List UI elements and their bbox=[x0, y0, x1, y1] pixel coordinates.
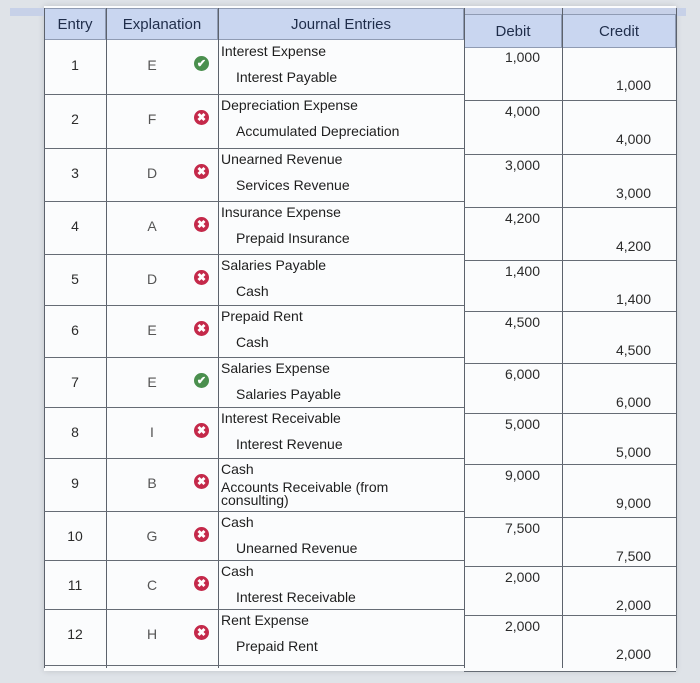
explanation-value: D bbox=[146, 271, 158, 287]
row-divider bbox=[44, 201, 464, 202]
debit-account: Cash bbox=[221, 514, 254, 530]
explanation-value: D bbox=[146, 165, 158, 181]
explanation-value: C bbox=[146, 577, 158, 593]
debit-account: Rent Expense bbox=[221, 612, 309, 628]
debit-account: Depreciation Expense bbox=[221, 97, 358, 113]
entry-number: 6 bbox=[71, 322, 79, 338]
entry-number: 3 bbox=[71, 165, 79, 181]
credit-amount: 2,000 bbox=[615, 646, 651, 662]
entry-number: 12 bbox=[67, 626, 83, 642]
header-explanation: Explanation bbox=[106, 8, 218, 40]
credit-amount: 9,000 bbox=[615, 495, 651, 511]
x-icon: ✖ bbox=[194, 527, 209, 542]
x-icon: ✖ bbox=[194, 110, 209, 125]
row-divider-amount bbox=[464, 100, 676, 101]
check-icon: ✔ bbox=[194, 373, 209, 388]
explanation-value: E bbox=[147, 374, 157, 390]
grid-line-vertical bbox=[218, 8, 219, 668]
debit-account: Insurance Expense bbox=[221, 204, 341, 220]
header-entry: Entry bbox=[44, 8, 106, 40]
header-debit: Debit bbox=[464, 14, 562, 48]
row-divider-amount bbox=[464, 207, 676, 208]
credit-account: Prepaid Rent bbox=[236, 638, 318, 654]
explanation-value: G bbox=[146, 528, 158, 544]
explanation-value: B bbox=[147, 475, 157, 491]
header-credit: Credit bbox=[562, 14, 676, 48]
debit-amount: 5,000 bbox=[504, 416, 540, 432]
credit-amount: 4,500 bbox=[615, 342, 651, 358]
credit-account: Prepaid Insurance bbox=[236, 230, 350, 246]
debit-amount: 3,000 bbox=[504, 157, 540, 173]
row-divider-amount bbox=[464, 615, 676, 616]
row-divider-amount bbox=[464, 413, 676, 414]
debit-account: Salaries Payable bbox=[221, 257, 327, 273]
entry-number: 11 bbox=[67, 577, 83, 593]
row-divider bbox=[44, 148, 464, 149]
row-divider bbox=[44, 458, 464, 459]
x-icon: ✖ bbox=[194, 217, 209, 232]
row-divider bbox=[44, 305, 464, 306]
entry-number: 7 bbox=[71, 374, 79, 390]
debit-amount: 4,000 bbox=[504, 103, 540, 119]
debit-account: Cash bbox=[221, 461, 254, 477]
debit-account: Salaries Expense bbox=[221, 360, 330, 376]
row-divider-amount bbox=[464, 517, 676, 518]
credit-amount: 3,000 bbox=[615, 185, 651, 201]
entry-number: 8 bbox=[71, 424, 79, 440]
debit-amount: 2,000 bbox=[504, 569, 540, 585]
entry-number: 4 bbox=[71, 218, 79, 234]
debit-amount: 2,000 bbox=[504, 618, 540, 634]
debit-amount: 4,500 bbox=[504, 314, 540, 330]
x-icon: ✖ bbox=[194, 164, 209, 179]
entry-number: 2 bbox=[71, 111, 79, 127]
grid-line-vertical bbox=[676, 8, 677, 668]
credit-account: Unearned Revenue bbox=[236, 540, 358, 556]
credit-account: Cash bbox=[236, 334, 269, 350]
credit-account: Interest Receivable bbox=[236, 589, 356, 605]
row-divider bbox=[44, 560, 464, 561]
x-icon: ✖ bbox=[194, 270, 209, 285]
debit-amount: 1,000 bbox=[504, 49, 540, 65]
debit-account: Interest Receivable bbox=[221, 410, 341, 426]
row-divider bbox=[44, 407, 464, 408]
debit-account: Unearned Revenue bbox=[221, 151, 343, 167]
credit-amount: 4,000 bbox=[615, 131, 651, 147]
credit-amount: 1,000 bbox=[615, 77, 651, 93]
x-icon: ✖ bbox=[194, 423, 209, 438]
x-icon: ✖ bbox=[194, 625, 209, 640]
credit-account: Cash bbox=[236, 283, 269, 299]
check-icon: ✔ bbox=[194, 56, 209, 71]
entry-number: 5 bbox=[71, 271, 79, 287]
row-divider bbox=[44, 665, 464, 666]
entry-number: 10 bbox=[67, 528, 83, 544]
debit-amount: 1,400 bbox=[504, 263, 540, 279]
header-journal-entries: Journal Entries bbox=[218, 8, 464, 40]
debit-amount: 9,000 bbox=[504, 467, 540, 483]
explanation-value: F bbox=[147, 111, 157, 127]
grid-line-vertical bbox=[106, 8, 107, 668]
debit-account: Interest Expense bbox=[221, 43, 327, 59]
x-icon: ✖ bbox=[194, 321, 209, 336]
grid-line-vertical bbox=[464, 8, 465, 668]
row-divider bbox=[44, 511, 464, 512]
credit-amount: 5,000 bbox=[615, 444, 651, 460]
debit-amount: 4,200 bbox=[504, 210, 540, 226]
credit-account: Accounts Receivable (from consulting) bbox=[221, 479, 389, 508]
row-divider-amount bbox=[464, 260, 676, 261]
credit-amount: 1,400 bbox=[615, 291, 651, 307]
explanation-value: A bbox=[147, 218, 157, 234]
explanation-value: I bbox=[150, 424, 154, 440]
entry-number: 9 bbox=[71, 475, 79, 491]
row-divider bbox=[44, 94, 464, 95]
credit-account: Interest Revenue bbox=[236, 436, 343, 452]
explanation-value: E bbox=[147, 322, 157, 338]
worksheet-background bbox=[44, 6, 676, 671]
credit-amount: 4,200 bbox=[615, 238, 651, 254]
row-divider bbox=[44, 254, 464, 255]
debit-amount: 7,500 bbox=[504, 520, 540, 536]
x-icon: ✖ bbox=[194, 474, 209, 489]
explanation-value: E bbox=[147, 57, 157, 73]
credit-amount: 6,000 bbox=[615, 394, 651, 410]
credit-account: Accumulated Depreciation bbox=[236, 123, 400, 139]
credit-account: Interest Payable bbox=[236, 69, 338, 85]
row-divider-amount bbox=[464, 154, 676, 155]
grid-line-vertical bbox=[44, 8, 45, 668]
debit-account: Prepaid Rent bbox=[221, 308, 303, 324]
debit-amount: 6,000 bbox=[504, 366, 540, 382]
row-divider bbox=[44, 357, 464, 358]
credit-amount: 7,500 bbox=[615, 548, 651, 564]
row-divider-amount bbox=[464, 464, 676, 465]
credit-account: Salaries Payable bbox=[236, 386, 342, 402]
grid-line-vertical bbox=[562, 8, 563, 668]
row-divider-amount bbox=[464, 566, 676, 567]
row-divider-amount bbox=[464, 671, 676, 672]
entry-number: 1 bbox=[71, 57, 79, 73]
debit-account: Cash bbox=[221, 563, 254, 579]
row-divider-amount bbox=[464, 363, 676, 364]
row-divider bbox=[44, 609, 464, 610]
explanation-value: H bbox=[146, 626, 158, 642]
row-divider-amount bbox=[464, 311, 676, 312]
x-icon: ✖ bbox=[194, 576, 209, 591]
credit-account: Services Revenue bbox=[236, 177, 350, 193]
credit-amount: 2,000 bbox=[615, 597, 651, 613]
